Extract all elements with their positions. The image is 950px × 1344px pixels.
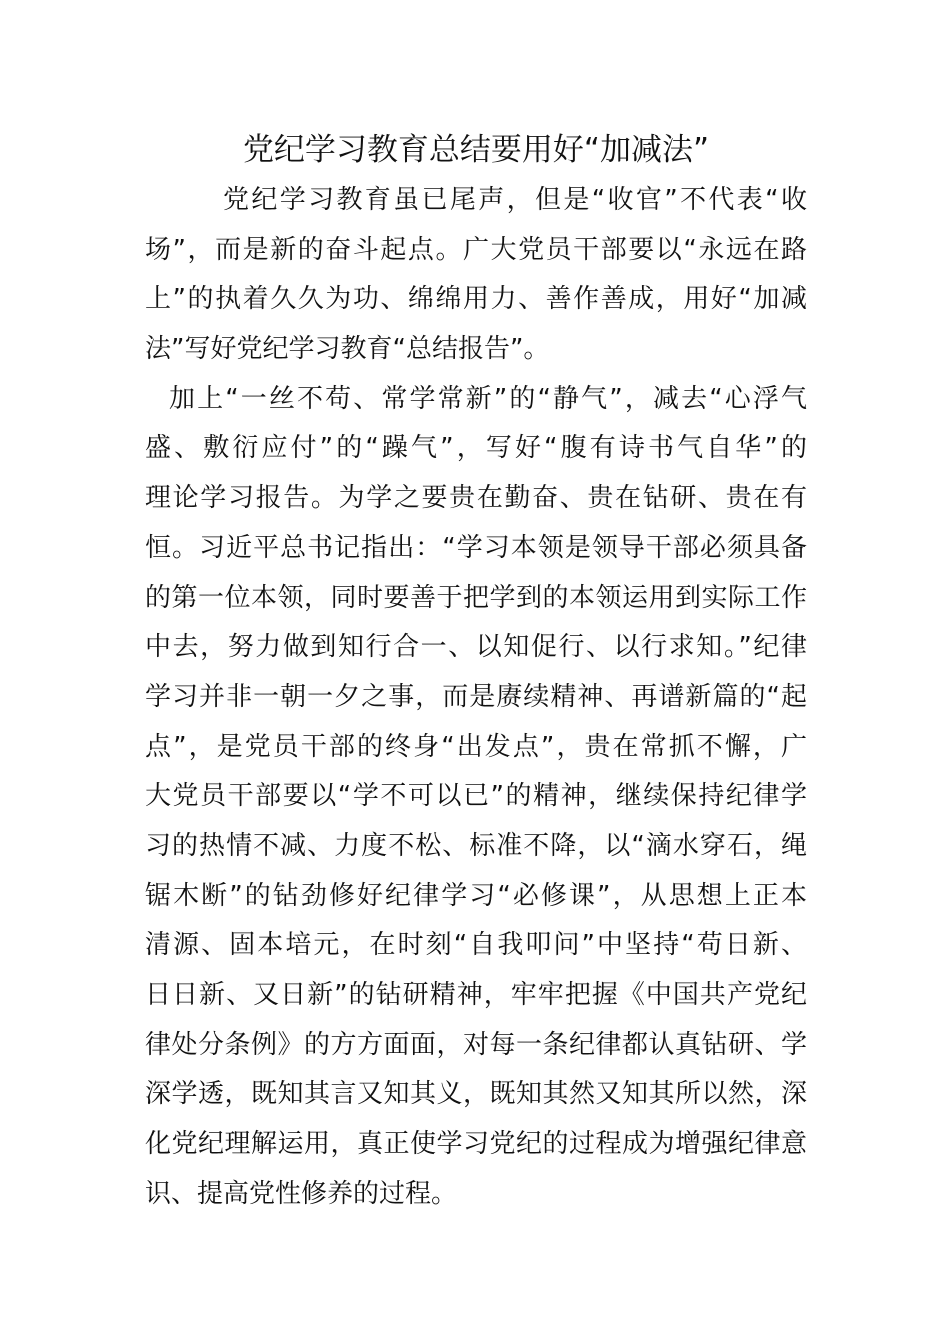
- paragraph-line: 深学透，既知其言又知其义，既知其然又知其所以然，深: [145, 1079, 807, 1110]
- paragraph-line: 理论学习报告。为学之要贵在勤奋、贵在钻研、贵在有: [145, 483, 807, 514]
- paragraph-line: 恒。习近平总书记指出：“学习本领是领导干部必须具备: [145, 532, 807, 563]
- paragraph-line: 盛、敷衍应付”的“躁气”，写好“腹有诗书气自华”的: [145, 433, 807, 464]
- paragraph-line: 识、提高党性修养的过程。: [145, 1178, 458, 1209]
- paragraph-line: 法”写好党纪学习教育“总结报告”。: [145, 334, 550, 365]
- paragraph-line: 日日新、又日新”的钻研精神，牢牢把握《中国共产党纪: [145, 980, 807, 1010]
- paragraph-line: 场”，而是新的奋斗起点。广大党员干部要以“永远在路: [145, 234, 807, 265]
- paragraph-line: 律处分条例》的方方面面，对每一条纪律都认真钻研、学: [145, 1029, 807, 1060]
- paragraph-line: 中去，努力做到知行合一、以知促行、以行求知。”纪律: [145, 632, 807, 663]
- paragraph-2: [145, 375, 807, 1220]
- paragraph-line: 党纪学习教育虽已尾声，但是“收官”不代表“收: [223, 185, 807, 215]
- paragraph-line: 锯木断”的钻劲修好纪律学习“必修课”，从思想上正本: [145, 880, 807, 911]
- paragraph-line: 习的热情不减、力度不松、标准不降，以“滴水穿石，绳: [145, 830, 807, 861]
- paragraph-line: 化党纪理解运用，真正使学习党纪的过程成为增强纪律意: [145, 1129, 807, 1160]
- paragraph-line: 的第一位本领，同时要善于把学到的本领运用到实际工作: [145, 582, 807, 613]
- paragraph-line: 清源、固本培元，在时刻“自我叩问”中坚持“苟日新、: [145, 930, 807, 961]
- paragraph-line: 上”的执着久久为功、绵绵用力、善作善成，用好“加减: [145, 284, 807, 315]
- paragraph-line: 点”，是党员干部的终身“出发点”，贵在常抓不懈，广: [145, 731, 807, 762]
- document-title: 党纪学习教育总结要用好“加减法”: [242, 132, 710, 168]
- paragraph-1: [145, 176, 807, 375]
- paragraph-line: 大党员干部要以“学不可以已”的精神，继续保持纪律学: [145, 781, 807, 812]
- paragraph-line: 学习并非一朝一夕之事，而是赓续精神、再谱新篇的“起: [145, 681, 807, 712]
- paragraph-line: 加上“一丝不苟、常学常新”的“静气”，减去“心浮气: [169, 383, 807, 414]
- document-body: [145, 176, 807, 1219]
